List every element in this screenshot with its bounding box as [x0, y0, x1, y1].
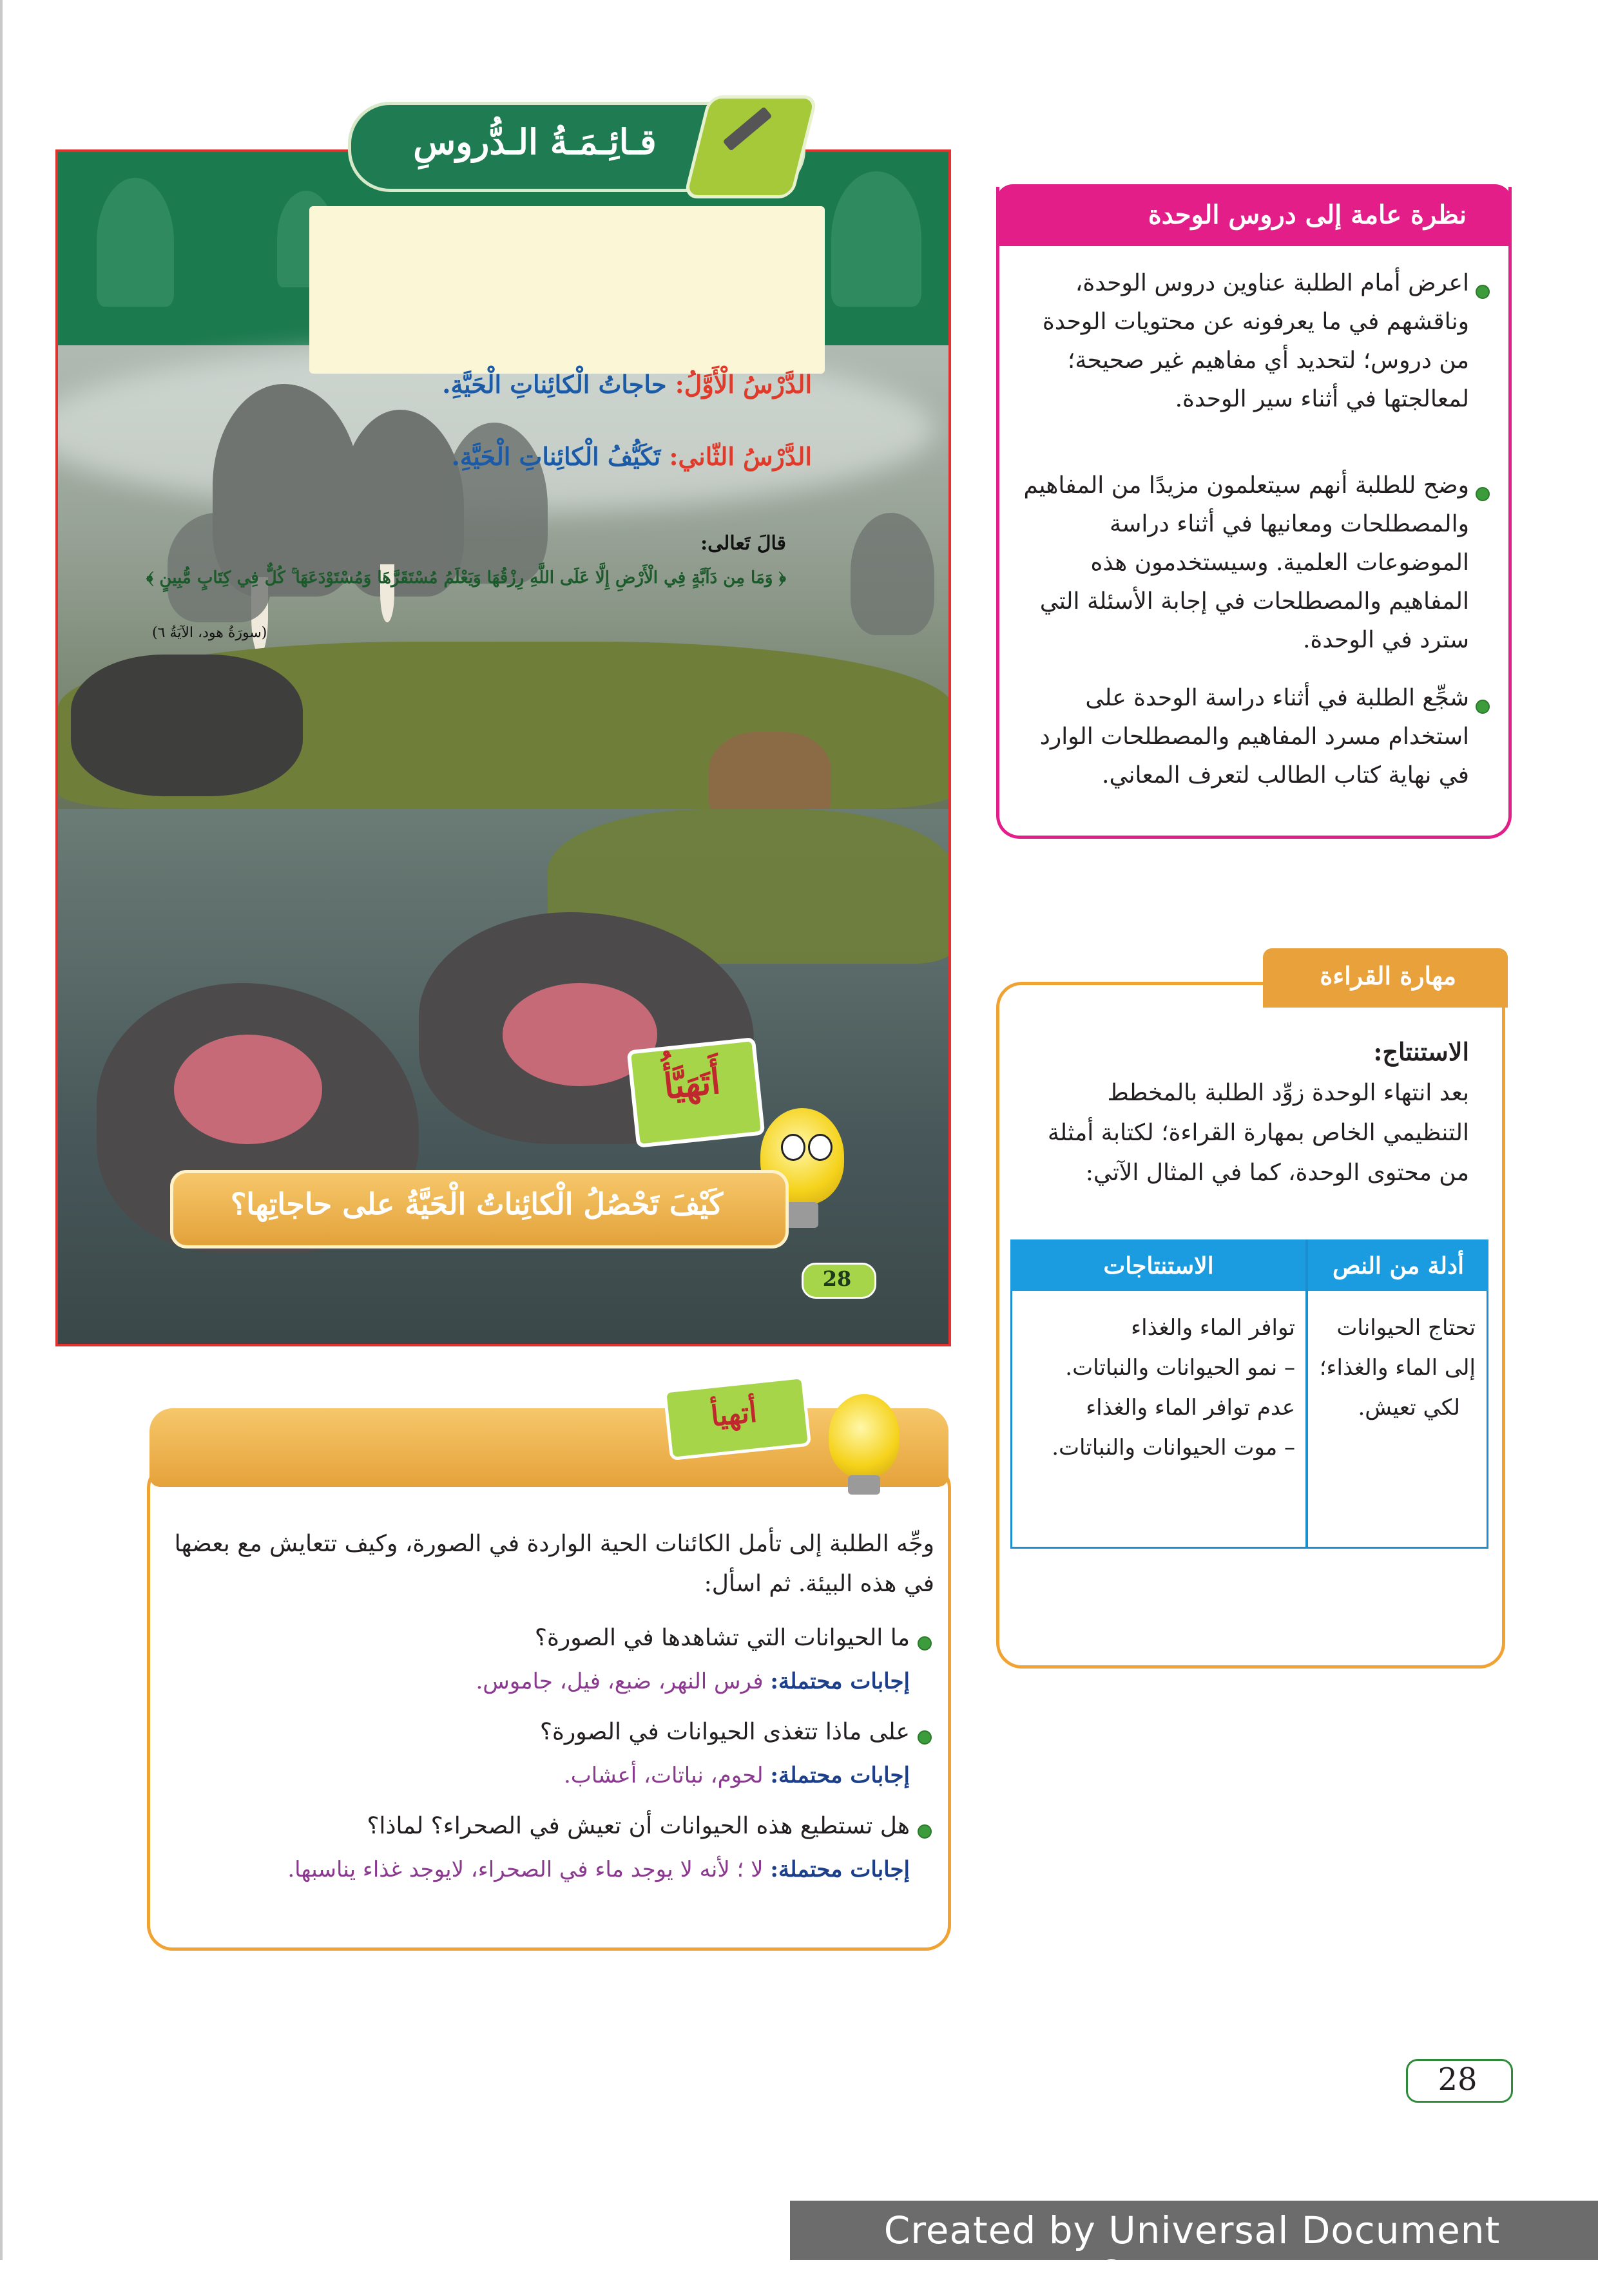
tree-silhouette: [831, 171, 921, 307]
table-cell-line: عدم توافر الماء والغذاء: [1086, 1395, 1295, 1421]
answer-text: فرس النهر، ضبع، فيل، جاموس.: [476, 1669, 764, 1694]
table-column-divider: [1305, 1239, 1308, 1549]
quran-verse: ﴿ وَمَا مِن دَآبَّةٍ فِي الْأَرْضِ إِلَّا عَلَى اللَّهِ رِزْقُهَا وَيَعْلَمُ مُسْتَقَرَّهَا وَمُسْتَوْدَعَهَا ۚ كُلٌّ فِي كِتَابٍ مُّبِينٍ ﴾: [146, 568, 786, 588]
table-cell-line: توافر الماء والغذاء: [1131, 1315, 1295, 1341]
lightbulb-base: [848, 1475, 880, 1495]
get-ready-bubble-text: أَتَهَيَّأُ: [662, 1060, 722, 1107]
tree-silhouette: [97, 178, 174, 307]
mascot-eye: [781, 1134, 805, 1161]
lesson-2: [322, 442, 812, 471]
lessons-list-box: [309, 206, 825, 374]
bullet-icon: [1476, 700, 1490, 714]
lesson-number: الدَّرْسُ الثّاني:: [669, 442, 812, 471]
answer-text: لحوم، نباتات، أعشاب.: [563, 1763, 764, 1788]
table-cell-line: – موت الحيوانات والنباتات.: [1052, 1435, 1295, 1460]
get-ready-tag-text: أتهيأ: [709, 1395, 759, 1433]
lesson-number: الدَّرْسُ الْأَوَّلُ:: [675, 370, 812, 399]
lesson-1: [322, 370, 812, 399]
bullet-icon: [918, 1824, 932, 1839]
table-header-inferences-label: الاستنتاجات: [1103, 1252, 1214, 1279]
inference-instructions: بعد انتهاء الوحدة زوِّد الطلبة بالمخطط التنظيمي الخاص بمهارة القراءة؛ لكتابة أمثلة من محتوى الوحدة، كما في المثال الآتي:: [1047, 1080, 1469, 1186]
lesson-title: تَكَيُّفُ الْكائِناتِ الْحَيَّةِ.: [451, 442, 661, 471]
lesson-title: حاجاتُ الْكائِناتِ الْحَيَّةِ.: [442, 370, 667, 399]
answer-item: [193, 1763, 910, 1788]
bullet-icon: [1476, 285, 1490, 299]
table-cell-line: لكي تعيش.: [1358, 1395, 1460, 1421]
bullet-icon: [918, 1730, 932, 1745]
evidence-cell: [1314, 1308, 1476, 1428]
inference-cell: [1025, 1308, 1295, 1468]
answer-label: إجابات محتملة:: [770, 1669, 910, 1694]
question-item: على ماذا تتغذى الحيوانات في الصورة؟: [539, 1719, 910, 1745]
verse-reference: (سورَةُ هود، الآيَةُ ٦): [152, 625, 267, 641]
table-header-evidence-label: أدلة من النص: [1333, 1252, 1464, 1279]
hippo-mouth: [174, 1035, 322, 1144]
question-item: ما الحيوانات التي تشاهدها في الصورة؟: [534, 1625, 910, 1651]
cover-page-number: 28: [822, 1267, 852, 1291]
page-number: 28: [1438, 2062, 1478, 2098]
table-cell-line: إلى الماء والغذاء؛: [1319, 1355, 1476, 1381]
lightbulb-mascot-icon: [829, 1394, 900, 1478]
answer-item: [193, 1857, 910, 1882]
elephant: [168, 513, 271, 622]
table-cell-line: – نمو الحيوانات والنباتات.: [1065, 1355, 1295, 1381]
converter-watermark-text: Created by Universal Document Converter: [883, 2208, 1501, 2296]
inference-heading: الاستنتاج:: [1373, 1037, 1469, 1066]
question-item: هل تستطيع هذه الحيوانات أن تعيش في الصحراء؟ لماذا؟: [367, 1813, 910, 1839]
bullet-icon: [918, 1636, 932, 1650]
get-ready-intro: وجِّه الطلبة إلى تأمل الكائنات الحية الواردة في الصورة، وكيف تتعايش مع بعضها في هذه البيئة. ثم اسأل:: [174, 1531, 934, 1597]
lightbulb-base: [786, 1202, 818, 1228]
buffalo: [155, 680, 284, 770]
lessons-list-title: قـائِـمَـةُ الـدُّروسِ: [413, 121, 657, 162]
bullet-icon: [1476, 487, 1490, 501]
overview-bullet: شجِّع الطلبة في أثناء دراسة الوحدة على استخدام مسرد المفاهيم والمصطلحات الوارد في نهاية كتاب الطالب لتعرف المعاني.: [1039, 685, 1469, 789]
reading-skill-title: مهارة القراءة: [1320, 961, 1456, 990]
overview-bullet: وضح للطلبة أنهم سيتعلمون مزيدًا من المفاهيم والمصطلحات ومعانيها في أثناء دراسة الموضوعات العلمية. وسيستخدمون هذه المفاهيم والمصطلحات في إجابة الأسئلة التي سترد في الوحدة.: [1023, 472, 1469, 653]
unit-overview-title: نظرة عامة إلى دروس الوحدة: [1148, 200, 1467, 230]
answer-text: لا ؛ لأنه لا يوجد ماء في الصحراء، لايوجد غذاء يناسبها.: [287, 1857, 764, 1882]
answer-item: [193, 1669, 910, 1694]
unit-question: كَيْفَ تَحْصُلُ الْكائِناتُ الْحَيَّةُ على حاجاتِها؟: [230, 1187, 724, 1221]
verse-intro: قالَ تَعالى:: [700, 532, 786, 555]
answer-label: إجابات محتملة:: [770, 1763, 910, 1788]
mascot-eye: [808, 1134, 833, 1161]
answer-label: إجابات محتملة:: [770, 1857, 910, 1882]
table-cell-line: تحتاج الحيوانات: [1336, 1315, 1476, 1341]
binding-line: [0, 0, 3, 2260]
elephant: [851, 513, 934, 635]
overview-bullet: اعرض أمام الطلبة عناوين دروس الوحدة، وناقشهم في ما يعرفونه عن محتويات الوحدة من دروس؛ لتحديد أي مفاهيم غير صحيحة؛ لمعالجتها في أثناء سير الوحدة.: [1042, 270, 1469, 412]
